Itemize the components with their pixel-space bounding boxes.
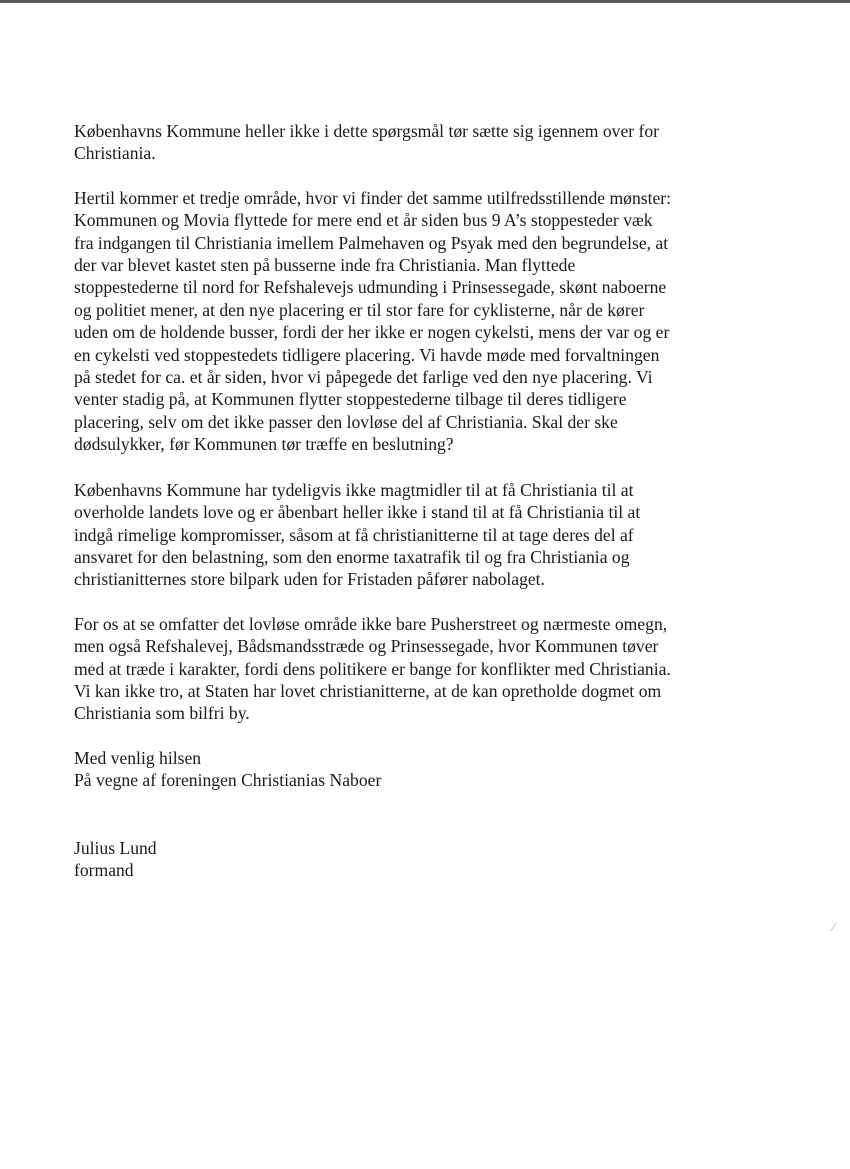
scan-top-edge [0,0,850,3]
text-line: med at træde i karakter, fordi dens politikere er bange for konflikter med Christiania. [74,658,671,679]
paragraph-2 [74,187,764,456]
signer-title: formand [74,859,134,880]
text-line: indgå rimelige kompromisser, såsom at få christianitterne til at tage deres del af [74,524,634,545]
letter-body [74,120,764,881]
text-line: fra indgangen til Christiania imellem Palmehaven og Psyak med den begrundelse, at [74,232,669,253]
text-line: venter stadig på, at Kommunen flytter stoppestederne tilbage til deres tidligere [74,389,627,410]
text-line: en cykelsti ved stoppestedets tidligere placering. Vi havde møde med forvaltningen [74,344,660,365]
paragraph-1 [74,120,764,165]
text-line: Vi kan ikke tro, at Staten har lovet christianitterne, at de kan opretholde dogmet om [74,680,662,701]
text-line: overholde landets love og er åbenbart heller ikke i stand til at få Christiania til at [74,502,641,523]
text-line: For os at se omfatter det lovløse område ikke bare Pusherstreet og nærmeste omegn, [74,613,668,634]
text-line: på stedet for ca. et år siden, hvor vi påpegede det farlige ved den nye placering. Vi [74,367,653,388]
text-line: Christiania. [74,143,156,164]
paragraph-4 [74,613,764,725]
signer-name: Julius Lund [74,837,157,858]
text-line: og politiet mener, at den nye placering er til stor fare for cyklisterne, når de kører [74,299,645,320]
closing [74,747,764,792]
text-line: placering, selv om det ikke passer den lovløse del af Christiania. Skal der ske [74,411,618,432]
text-line: christianitternes store bilpark uden for Fristaden påfører nabolaget. [74,569,545,590]
text-line: ansvaret for den belastning, som den enorme taxatrafik til og fra Christiania og [74,546,630,567]
paragraph-3 [74,479,764,591]
scan-speck [830,923,837,932]
text-line: der var blevet kastet sten på busserne inde fra Christiania. Man flyttede [74,255,576,276]
text-line: Kommunen og Movia flyttede for mere end et år siden bus 9 A’s stoppesteder væk [74,210,653,231]
text-line: Københavns Kommune heller ikke i dette spørgsmål tør sætte sig igennem over for [74,121,660,141]
text-line: Københavns Kommune har tydeligvis ikke magtmidler til at få Christiania til at [74,479,634,500]
text-line: Hertil kommer et tredje område, hvor vi finder det samme utilfredsstillende mønster: [74,187,672,208]
text-line: Christiania som bilfri by. [74,703,250,724]
closing-greeting: Med venlig hilsen [74,747,202,768]
closing-on-behalf: På vegne af foreningen Christianias Naboer [74,770,382,791]
text-line: dødsulykker, før Kommunen tør træffe en beslutning? [74,434,454,455]
text-line: men også Refshalevej, Bådsmandsstræde og Prinsessegade, hvor Kommunen tøver [74,636,659,657]
signature-block [74,837,764,882]
text-line: stoppestederne til nord for Refshalevejs udmunding i Prinsessegade, skønt naboerne [74,277,667,298]
text-line: uden om de holdende busser, fordi der her ikke er nogen cykelsti, mens der var og er [74,322,670,343]
